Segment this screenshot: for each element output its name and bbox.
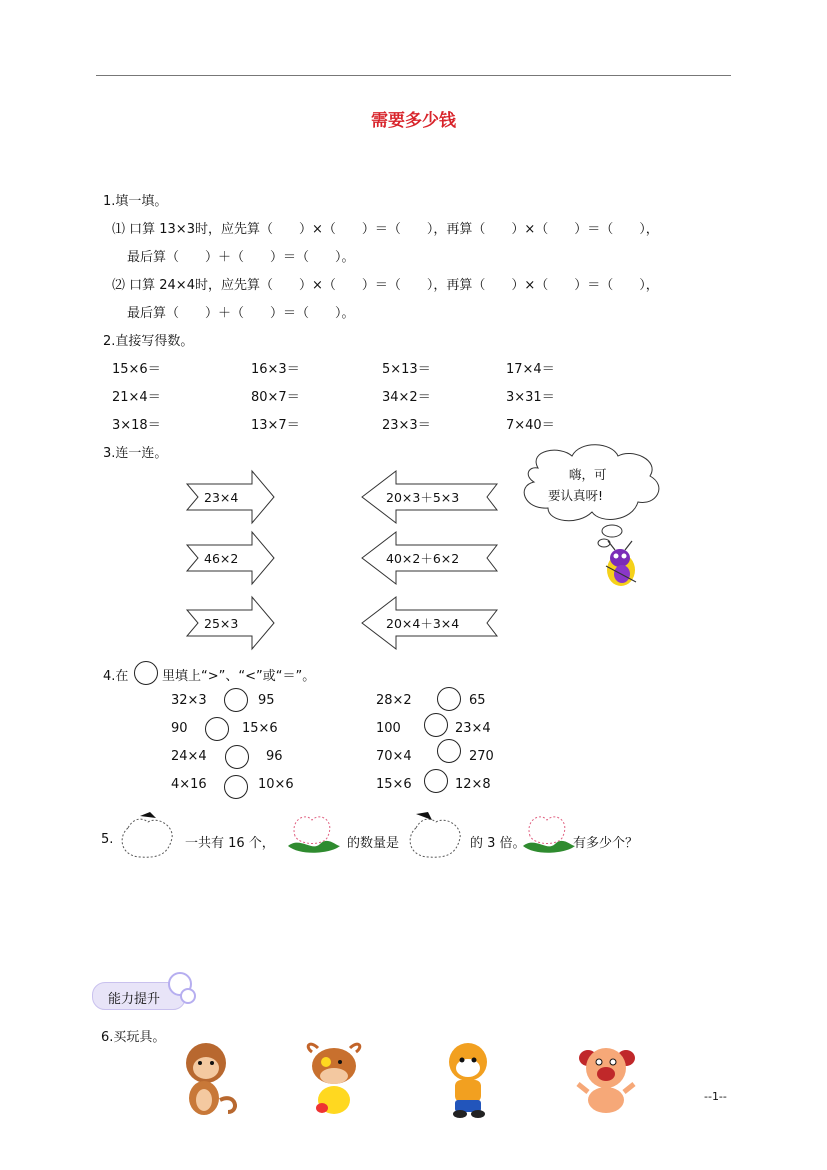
ant-mascot-icon	[606, 541, 636, 586]
s4-right-a: 28×2	[376, 693, 412, 708]
s4-left-b: 95	[258, 693, 275, 708]
s4-right-a: 100	[376, 721, 401, 736]
compare-blank-circle[interactable]	[224, 775, 248, 799]
s2-item: 34×2＝	[382, 390, 431, 405]
apple-leaf-icon	[140, 812, 156, 818]
compare-blank-circle[interactable]	[424, 769, 448, 793]
s4-left-a: 90	[171, 721, 188, 736]
peach-icon	[523, 817, 575, 853]
s5-text-1: 一共有 16 个，	[185, 836, 275, 851]
s2-item: 3×31＝	[506, 390, 555, 405]
s2-item: 80×7＝	[251, 390, 300, 405]
compare-blank-circle[interactable]	[437, 739, 461, 763]
dog-toy-icon	[578, 1048, 635, 1113]
left-expr-3: 25×3	[204, 616, 239, 631]
s4-right-b: 23×4	[455, 721, 491, 736]
left-arrow-3	[362, 597, 497, 649]
s4-left-b: 15×6	[242, 721, 278, 736]
s2-item: 3×18＝	[112, 418, 161, 433]
section-6-heading: 6.买玩具。	[101, 1030, 166, 1045]
s1-line-2a: ⑵ 口算 24×4时，应先算（ ）×（ ）＝（ ），再算（ ）×（ ）＝（ ），	[112, 278, 659, 293]
bubble-text-2: 要认真呀!	[548, 488, 604, 503]
s4-left-b: 10×6	[258, 777, 294, 792]
tag-circles-icon	[160, 970, 200, 1010]
apple-icon	[410, 819, 460, 857]
ox-toy-icon	[308, 1044, 360, 1114]
compare-blank-circle[interactable]	[424, 713, 448, 737]
right-arrow-1	[187, 471, 274, 523]
s2-item: 5×13＝	[382, 362, 431, 377]
right-expr-1: 20×3＋5×3	[386, 490, 460, 505]
right-expr-3: 20×4＋3×4	[386, 616, 460, 631]
compare-blank-circle[interactable]	[225, 745, 249, 769]
s2-item: 16×3＝	[251, 362, 300, 377]
s4-left-a: 4×16	[171, 777, 207, 792]
section-3-heading: 3.连一连。	[103, 446, 168, 461]
bubble-text-1: 嗨，可	[569, 467, 607, 482]
s5-text-3: 的 3 倍。	[470, 836, 526, 851]
s4-right-a: 70×4	[376, 749, 412, 764]
s1-line-1a: ⑴ 口算 13×3时，应先算（ ）×（ ）＝（ ），再算（ ）×（ ）＝（ ），	[112, 222, 659, 237]
s2-item: 15×6＝	[112, 362, 161, 377]
s1-line-2b: 最后算（ ）＋（ ）＝（ ）。	[127, 306, 355, 321]
right-arrow-3	[187, 597, 274, 649]
s5-text-4: 有多少个？	[573, 836, 639, 851]
compare-blank-circle[interactable]	[224, 688, 248, 712]
s2-item: 23×3＝	[382, 418, 431, 433]
left-expr-2: 46×2	[204, 551, 239, 566]
compare-blank-circle[interactable]	[437, 687, 461, 711]
s4-right-b: 270	[469, 749, 494, 764]
peach-icon	[288, 817, 340, 853]
monkey-toy-icon	[186, 1043, 235, 1115]
apple-icon	[122, 819, 172, 857]
left-expr-1: 23×4	[204, 490, 239, 505]
s4-left-a: 32×3	[171, 693, 207, 708]
s4-right-a: 15×6	[376, 777, 412, 792]
s5-text-2: 的数量是	[347, 836, 400, 851]
compare-blank-circle[interactable]	[205, 717, 229, 741]
section-4-heading-post: 里填上“>”、“<”或“＝”。	[162, 669, 316, 684]
left-arrow-2	[362, 532, 497, 584]
section-4-heading-pre: 4.在	[103, 669, 129, 684]
left-arrow-1	[362, 471, 497, 523]
section-1-heading: 1.填一填。	[103, 194, 168, 209]
s5-number: 5.	[101, 832, 114, 847]
s2-item: 7×40＝	[506, 418, 555, 433]
s2-item: 21×4＝	[112, 390, 161, 405]
compare-circle-icon	[134, 661, 158, 685]
s2-item: 17×4＝	[506, 362, 555, 377]
s4-left-b: 96	[266, 749, 283, 764]
right-expr-2: 40×2＋6×2	[386, 551, 460, 566]
page-title: 需要多少钱	[371, 111, 456, 131]
ability-tag-label: 能力提升	[108, 992, 161, 1007]
s4-right-b: 65	[469, 693, 486, 708]
s1-line-1b: 最后算（ ）＋（ ）＝（ ）。	[127, 250, 355, 265]
s4-left-a: 24×4	[171, 749, 207, 764]
tiger-toy-icon	[449, 1043, 487, 1118]
s4-right-b: 12×8	[455, 777, 491, 792]
apple-leaf-icon	[416, 812, 432, 820]
section-2-heading: 2.直接写得数。	[103, 334, 194, 349]
s2-item: 13×7＝	[251, 418, 300, 433]
page-number: --1--	[704, 1090, 727, 1103]
right-arrow-2	[187, 532, 274, 584]
